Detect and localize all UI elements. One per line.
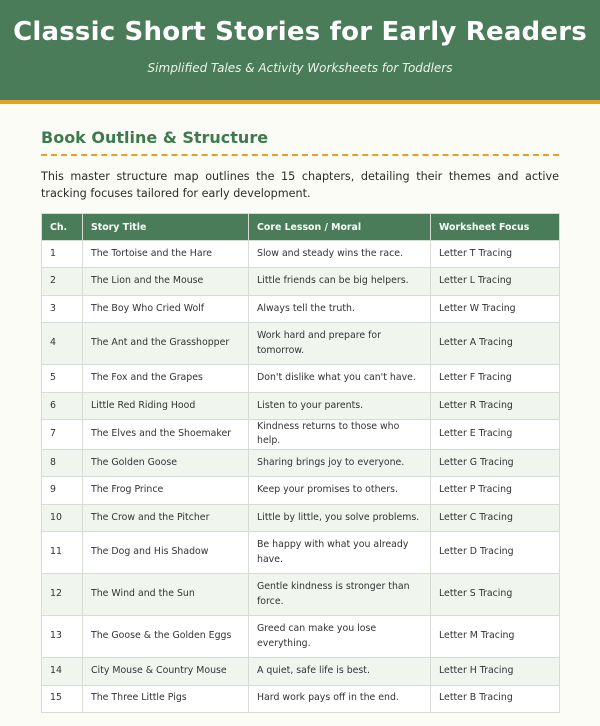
core-lesson: Always tell the truth. — [249, 295, 431, 322]
worksheet-focus: Letter A Tracing — [431, 323, 560, 365]
story-title: The Crow and the Pitcher — [83, 504, 249, 531]
core-lesson: Hard work pays off in the end. — [249, 685, 431, 712]
worksheet-focus: Letter P Tracing — [431, 477, 560, 504]
table-row — [42, 295, 560, 322]
worksheet-focus: Letter T Tracing — [431, 241, 560, 268]
chapter-number: 13 — [42, 616, 83, 658]
core-lesson: Greed can make you lose everything. — [249, 616, 431, 658]
chapter-number: 8 — [42, 449, 83, 476]
core-lesson: Sharing brings joy to everyone. — [249, 449, 431, 476]
story-title: The Dog and His Shadow — [83, 532, 249, 574]
table-header-row — [42, 214, 560, 241]
worksheet-focus: Letter C Tracing — [431, 504, 560, 531]
worksheet-focus: Letter L Tracing — [431, 268, 560, 295]
chapter-number: 5 — [42, 365, 83, 392]
chapter-number: 12 — [42, 574, 83, 616]
chapter-number: 4 — [42, 323, 83, 365]
worksheet-focus: Letter M Tracing — [431, 616, 560, 658]
story-title: The Fox and the Grapes — [83, 365, 249, 392]
story-title: The Tortoise and the Hare — [83, 241, 249, 268]
worksheet-focus: Letter H Tracing — [431, 658, 560, 685]
table-row — [42, 658, 560, 685]
table-row — [42, 449, 560, 476]
story-title: The Boy Who Cried Wolf — [83, 295, 249, 322]
chapter-number: 9 — [42, 477, 83, 504]
story-title: The Three Little Pigs — [83, 685, 249, 712]
table-row — [42, 419, 560, 449]
table-row — [42, 616, 560, 658]
table-row — [42, 323, 560, 365]
chapter-number: 2 — [42, 268, 83, 295]
core-lesson: Little by little, you solve problems. — [249, 504, 431, 531]
table-row — [42, 241, 560, 268]
story-title: City Mouse & Country Mouse — [83, 658, 249, 685]
outline-table — [41, 213, 560, 713]
table-row — [42, 685, 560, 712]
core-lesson: Don't dislike what you can't have. — [249, 365, 431, 392]
intro-paragraph: This master structure map outlines the 15 chapters, detailing their themes and active tracking focuses tailored for early development. — [41, 170, 559, 200]
worksheet-focus: Letter W Tracing — [431, 295, 560, 322]
story-title: The Lion and the Mouse — [83, 268, 249, 295]
chapter-number: 6 — [42, 392, 83, 419]
chapter-number: 11 — [42, 532, 83, 574]
story-title: The Wind and the Sun — [83, 574, 249, 616]
table-row — [42, 574, 560, 616]
table-row — [42, 532, 560, 574]
story-title: Little Red Riding Hood — [83, 392, 249, 419]
chapter-number: 3 — [42, 295, 83, 322]
page-subtitle: Simplified Tales & Activity Worksheets for Toddlers — [147, 61, 453, 75]
story-title: The Goose & the Golden Eggs — [83, 616, 249, 658]
page-header — [0, 0, 600, 104]
core-lesson: Gentle kindness is stronger than force. — [249, 574, 431, 616]
core-lesson: Slow and steady wins the race. — [249, 241, 431, 268]
story-title: The Elves and the Shoemaker — [83, 419, 249, 449]
table-row — [42, 477, 560, 504]
worksheet-focus: Letter R Tracing — [431, 392, 560, 419]
chapter-number: 10 — [42, 504, 83, 531]
chapter-number: 1 — [42, 241, 83, 268]
header-story-title: Story Title — [83, 214, 249, 241]
core-lesson: Little friends can be big helpers. — [249, 268, 431, 295]
core-lesson: Kindness returns to those who help. — [249, 419, 431, 449]
table-row — [42, 392, 560, 419]
worksheet-focus: Letter D Tracing — [431, 532, 560, 574]
worksheet-focus: Letter B Tracing — [431, 685, 560, 712]
core-lesson: Keep your promises to others. — [249, 477, 431, 504]
main-content — [0, 104, 600, 713]
core-lesson: Be happy with what you already have. — [249, 532, 431, 574]
header-worksheet-focus: Worksheet Focus — [431, 214, 560, 241]
header-chapter: Ch. — [42, 214, 83, 241]
table-row — [42, 268, 560, 295]
story-title: The Golden Goose — [83, 449, 249, 476]
chapter-number: 14 — [42, 658, 83, 685]
table-row — [42, 504, 560, 531]
worksheet-focus: Letter F Tracing — [431, 365, 560, 392]
chapter-number: 15 — [42, 685, 83, 712]
table-row — [42, 365, 560, 392]
worksheet-focus: Letter E Tracing — [431, 419, 560, 449]
section-divider — [41, 154, 559, 156]
section-title: Book Outline & Structure — [41, 128, 269, 147]
header-core-lesson: Core Lesson / Moral — [249, 214, 431, 241]
worksheet-focus: Letter G Tracing — [431, 449, 560, 476]
story-title: The Ant and the Grasshopper — [83, 323, 249, 365]
core-lesson: A quiet, safe life is best. — [249, 658, 431, 685]
core-lesson: Work hard and prepare for tomorrow. — [249, 323, 431, 365]
core-lesson: Listen to your parents. — [249, 392, 431, 419]
chapter-number: 7 — [42, 419, 83, 449]
page-title: Classic Short Stories for Early Readers — [13, 17, 587, 47]
story-title: The Frog Prince — [83, 477, 249, 504]
worksheet-focus: Letter S Tracing — [431, 574, 560, 616]
